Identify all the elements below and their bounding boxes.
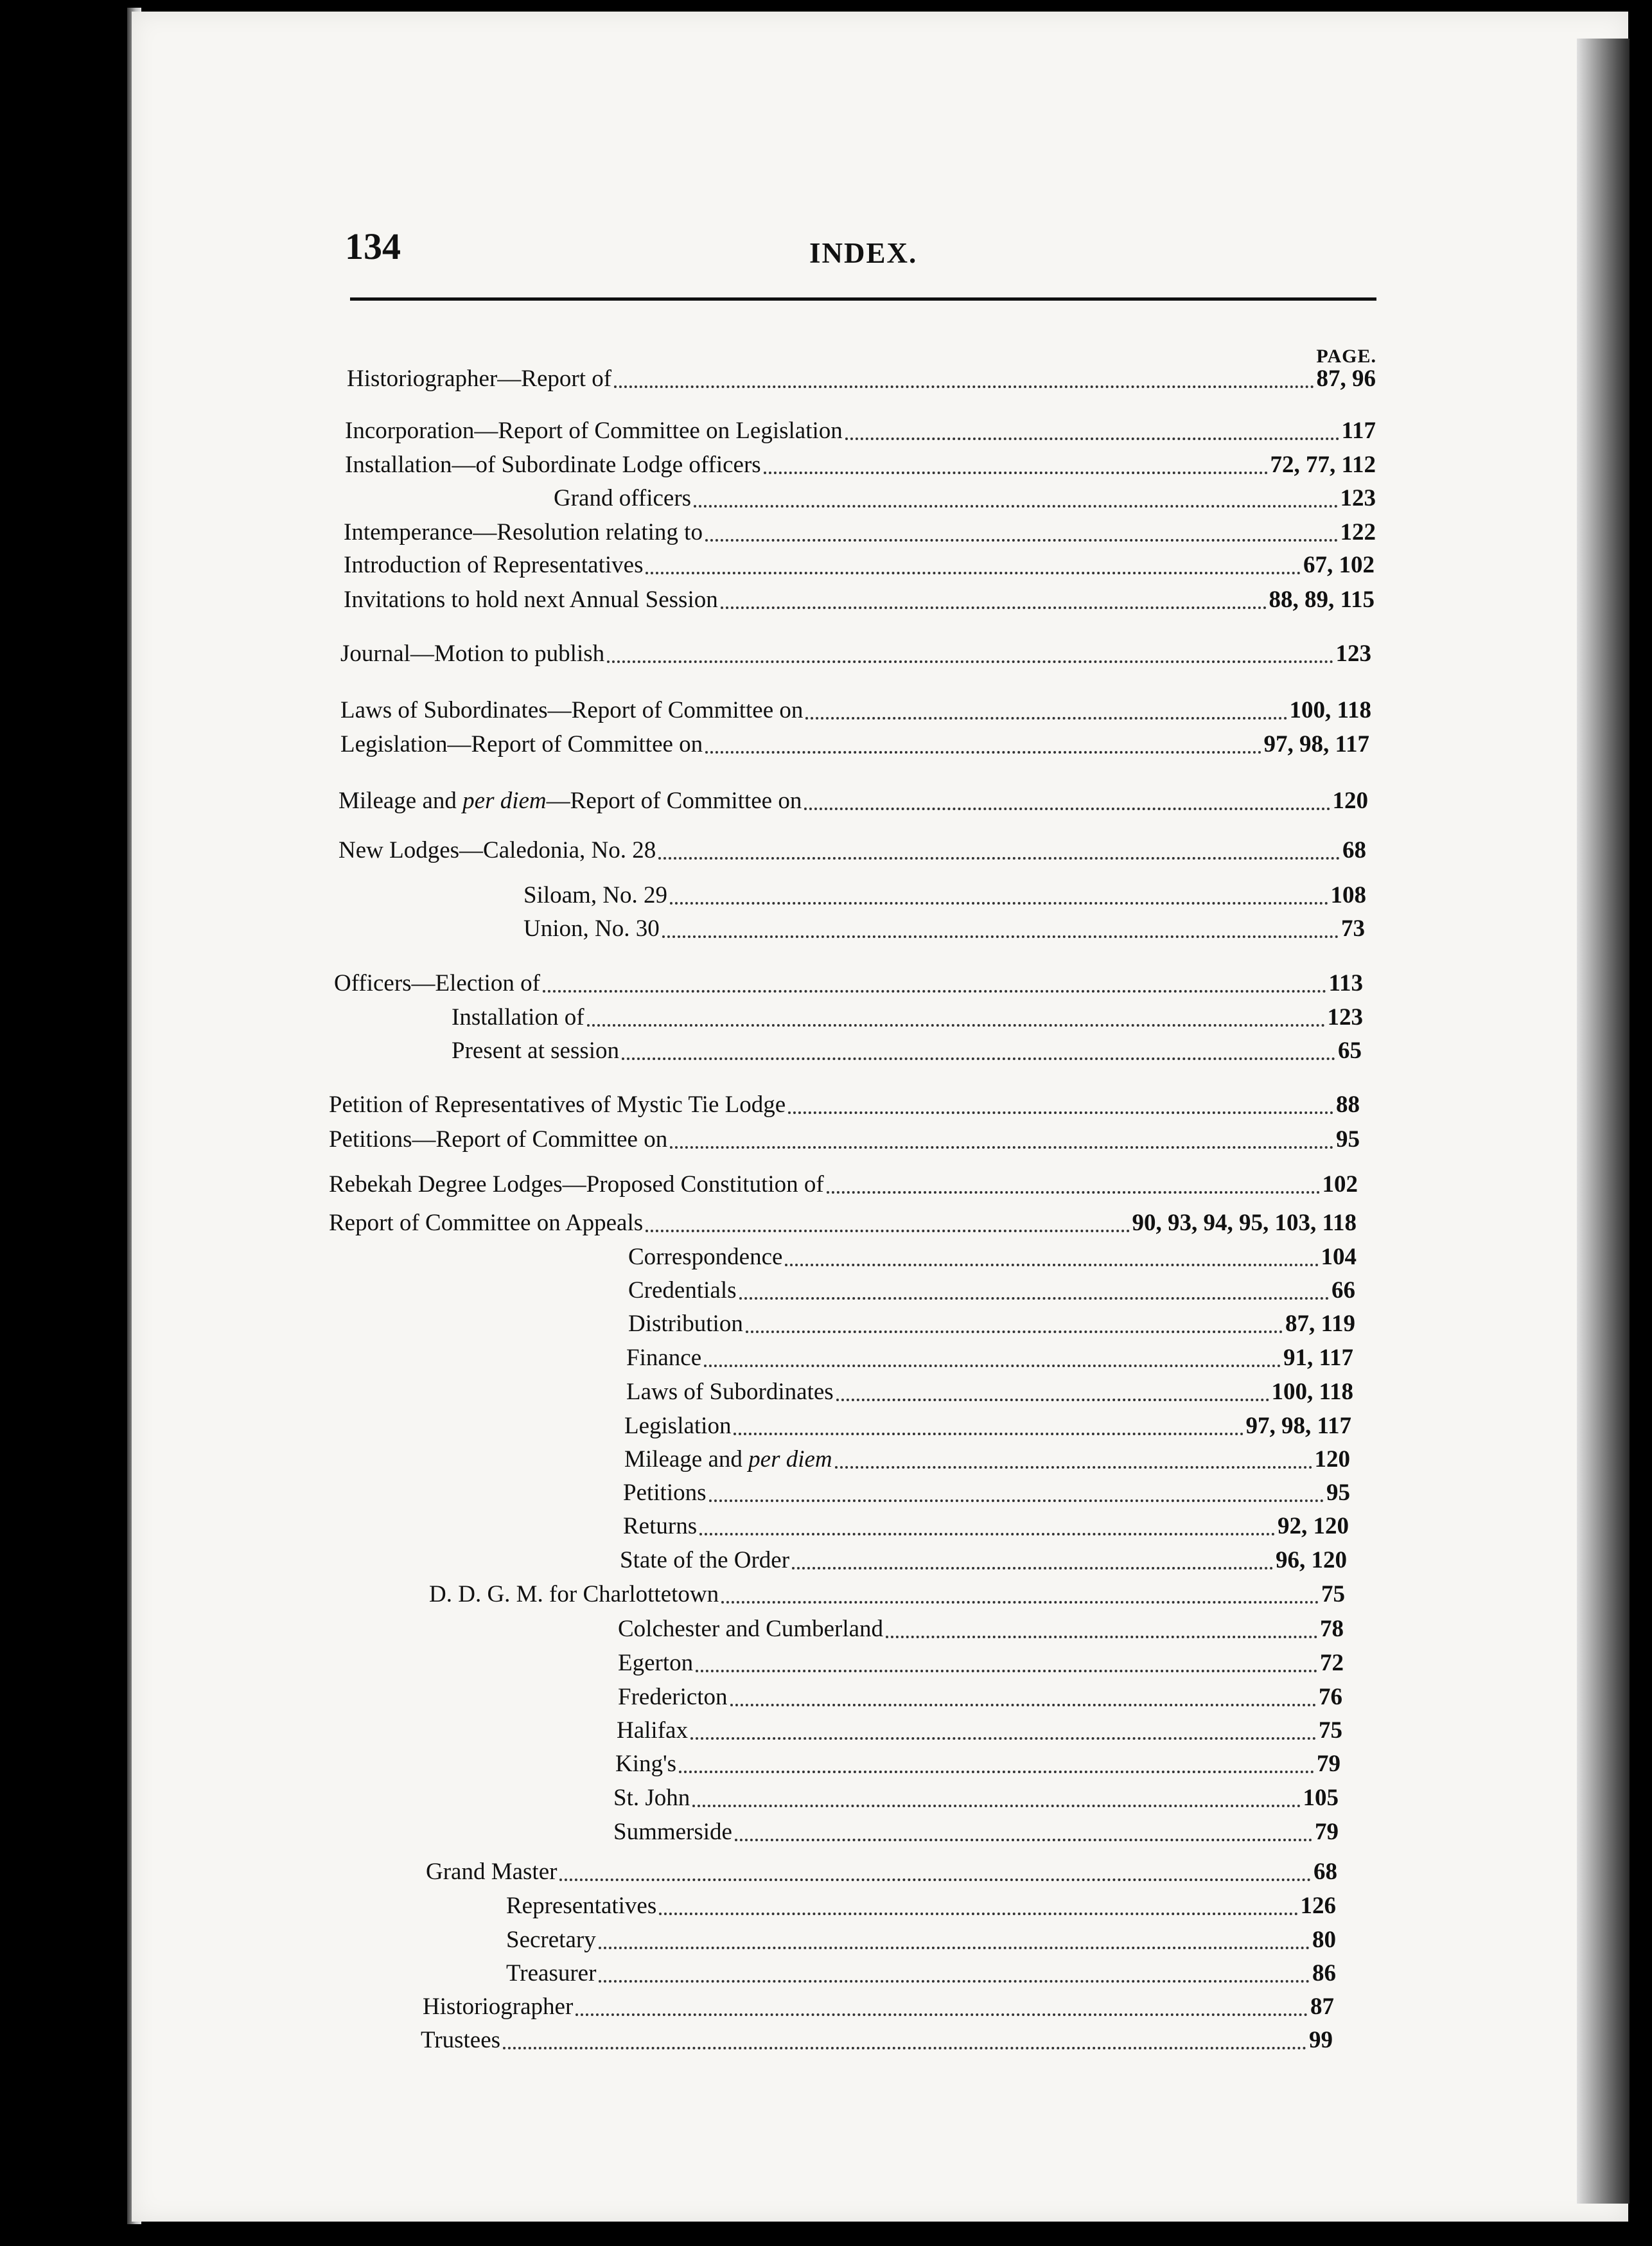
page-column-heading: PAGE. (1316, 346, 1376, 367)
entry-label: St. John (613, 1785, 690, 1811)
index-entry (626, 1377, 1353, 1408)
dot-leader (696, 1670, 1317, 1672)
entry-pages: 88 (1336, 1092, 1360, 1118)
entry-label: Officers—Election of (334, 970, 540, 996)
entry-label: Invitations to hold next Annual Session (344, 587, 718, 613)
dot-leader (670, 902, 1328, 905)
entry-pages: 66 (1331, 1277, 1355, 1304)
dot-leader (543, 990, 1326, 993)
entry-pages: 123 (1327, 1004, 1363, 1030)
entry-pages: 120 (1332, 788, 1368, 814)
entry-label: Secretary (506, 1927, 596, 1953)
entry-pages: 73 (1341, 915, 1365, 942)
dot-leader (587, 1024, 1325, 1027)
entry-pages: 72, 77, 112 (1270, 452, 1376, 478)
entry-pages: 75 (1319, 1717, 1342, 1744)
dot-leader (679, 1771, 1314, 1773)
dot-leader (607, 660, 1333, 663)
index-entry (340, 639, 1371, 669)
index-entry (344, 585, 1375, 615)
entry-label: Laws of Subordinates—Report of Committee on (340, 697, 804, 723)
dot-leader (614, 385, 1314, 388)
dot-leader (503, 2047, 1306, 2049)
index-entry (624, 1411, 1351, 1442)
entry-label: Rebekah Degree Lodges—Proposed Constitution of (329, 1171, 824, 1198)
index-entry (623, 1478, 1350, 1508)
entry-pages: 87, 96 (1316, 366, 1376, 392)
entry-label: Historiographer (423, 1994, 574, 2020)
entry-label: Finance (626, 1345, 702, 1371)
entry-pages: 99 (1309, 2027, 1333, 2053)
index-entry (523, 880, 1366, 911)
index-entry (329, 1124, 1360, 1155)
entry-label: Legislation—Report of Committee on (340, 731, 703, 757)
dot-leader (792, 1567, 1273, 1570)
entry-pages: 88, 89, 115 (1269, 587, 1375, 613)
dot-leader (646, 1230, 1129, 1232)
dot-leader (804, 808, 1330, 810)
entry-pages: 87 (1310, 1994, 1334, 2020)
entry-label: Grand Master (426, 1859, 558, 1885)
entry-label: Grand officers (554, 485, 692, 511)
entry-label: Report of Committee on Appeals (329, 1210, 644, 1236)
index-entry (344, 550, 1375, 581)
entry-label: Laws of Subordinates (626, 1379, 834, 1405)
entry-label: Mileage and per diem—Report of Committee on (338, 788, 802, 814)
entry-pages: 86 (1312, 1960, 1336, 1986)
entry-label: Mileage and per diem (624, 1446, 832, 1472)
entry-pages: 95 (1326, 1480, 1350, 1506)
dot-leader (705, 751, 1261, 754)
entry-pages: 117 (1341, 418, 1376, 444)
entry-label: Present at session (452, 1038, 620, 1064)
dot-leader (845, 438, 1339, 440)
entry-label: Incorporation—Report of Committee on Legislation (345, 418, 843, 444)
dot-leader (788, 1111, 1333, 1114)
index-entry (613, 1817, 1339, 1848)
index-entry (429, 1579, 1345, 1610)
entry-pages: 87, 119 (1285, 1311, 1355, 1337)
entry-label: Credentials (628, 1277, 737, 1304)
index-entry (334, 968, 1363, 999)
dot-leader (599, 1980, 1310, 1983)
index-entry (624, 1444, 1350, 1475)
entry-pages: 80 (1312, 1927, 1336, 1953)
index-entry (615, 1749, 1340, 1780)
entry-label: Treasurer (506, 1960, 597, 1986)
entry-label: Union, No. 30 (523, 915, 660, 942)
index-entry (329, 1090, 1360, 1120)
index-entry (423, 1992, 1334, 2022)
index-entry (340, 729, 1369, 760)
dot-leader (735, 1839, 1312, 1841)
entry-label: Petitions—Report of Committee on (329, 1126, 668, 1153)
index-entry (554, 483, 1376, 514)
index-entry (344, 517, 1376, 548)
entry-label: Colchester and Cumberland (618, 1616, 884, 1642)
dot-leader (658, 857, 1340, 860)
entry-pages: 76 (1319, 1684, 1342, 1710)
entry-pages: 126 (1300, 1893, 1336, 1919)
index-entry (345, 416, 1376, 447)
dot-leader (670, 1146, 1333, 1149)
dot-leader (739, 1297, 1329, 1300)
entry-label: Installation—of Subordinate Lodge officers (345, 452, 761, 478)
index-entry (338, 835, 1366, 866)
index-entry (506, 1958, 1336, 1989)
entry-label: Egerton (618, 1650, 694, 1676)
entry-label: King's (615, 1751, 677, 1777)
entry-pages: 122 (1340, 519, 1376, 545)
dot-leader (646, 572, 1301, 574)
entry-pages: 72 (1320, 1650, 1344, 1676)
dot-leader (690, 1737, 1316, 1740)
index-entry (347, 364, 1376, 394)
dot-leader (699, 1533, 1275, 1535)
entry-pages: 108 (1330, 882, 1366, 908)
dot-leader (622, 1057, 1335, 1060)
entry-pages: 123 (1335, 641, 1371, 667)
index-entry (618, 1648, 1344, 1679)
entry-label: D. D. G. M. for Charlottetown (429, 1581, 719, 1607)
entry-pages: 92, 120 (1278, 1513, 1349, 1539)
entry-pages: 67, 102 (1303, 552, 1375, 578)
entry-pages: 100, 118 (1289, 697, 1371, 723)
index-entry (628, 1242, 1357, 1273)
index-entry (506, 1891, 1336, 1922)
entry-label: Fredericton (618, 1684, 728, 1710)
entry-label: Historiographer—Report of (347, 366, 612, 392)
dot-leader (764, 472, 1268, 474)
entry-label: Trustees (421, 2027, 501, 2053)
entry-pages: 65 (1338, 1038, 1362, 1064)
entry-pages: 105 (1303, 1785, 1339, 1811)
index-entry (618, 1614, 1344, 1645)
dot-leader (805, 717, 1287, 720)
dot-leader (836, 1399, 1269, 1401)
entry-pages: 79 (1315, 1819, 1339, 1845)
entry-pages: 68 (1314, 1859, 1337, 1885)
dot-leader (705, 539, 1338, 542)
dot-leader (886, 1636, 1317, 1638)
page-title: INDEX. (809, 237, 918, 269)
dot-leader (659, 1913, 1297, 1915)
index-entry (613, 1783, 1339, 1814)
index-entry (620, 1545, 1347, 1576)
index-entry (340, 695, 1371, 726)
dot-leader (734, 1433, 1243, 1435)
dot-leader (559, 1879, 1311, 1881)
entry-label: Petitions (623, 1480, 707, 1506)
index-entry (617, 1715, 1342, 1746)
entry-pages: 78 (1320, 1616, 1344, 1642)
entry-pages: 97, 98, 117 (1263, 731, 1369, 757)
entry-label: Intemperance—Resolution relating to (344, 519, 703, 545)
entry-pages: 91, 117 (1283, 1345, 1353, 1371)
entry-pages: 90, 93, 94, 95, 103, 118 (1132, 1210, 1357, 1236)
entry-pages: 75 (1321, 1581, 1345, 1607)
index-entry (623, 1511, 1349, 1542)
dot-leader (709, 1499, 1324, 1502)
index-entry (618, 1682, 1342, 1713)
entry-label: State of the Order (620, 1547, 790, 1573)
dot-leader (694, 505, 1337, 508)
entry-pages: 100, 118 (1271, 1379, 1353, 1405)
entry-label: Representatives (506, 1893, 657, 1919)
index-entry (523, 914, 1365, 944)
dot-leader (746, 1331, 1283, 1333)
entry-label: Journal—Motion to publish (340, 641, 605, 667)
dot-leader (662, 935, 1339, 938)
entry-label: Distribution (628, 1311, 743, 1337)
dot-leader (785, 1264, 1318, 1266)
entry-label: Petition of Representatives of Mystic Tie Lodge (329, 1092, 786, 1118)
entry-label: Installation of (452, 1004, 584, 1030)
entry-pages: 96, 120 (1276, 1547, 1347, 1573)
index-entry (628, 1275, 1355, 1306)
entry-pages: 95 (1336, 1126, 1360, 1153)
dot-leader (721, 1601, 1319, 1604)
entry-label: Siloam, No. 29 (523, 882, 668, 908)
dot-leader (692, 1805, 1300, 1807)
entry-label: Halifax (617, 1717, 688, 1744)
dot-leader (599, 1947, 1310, 1949)
index-entry (452, 1002, 1363, 1033)
index-entry (626, 1343, 1353, 1374)
index-entry (329, 1169, 1358, 1200)
index-entry (329, 1208, 1357, 1239)
index-entry (628, 1309, 1355, 1340)
entry-pages: 123 (1340, 485, 1376, 511)
dot-leader (827, 1191, 1320, 1194)
dot-leader (704, 1365, 1281, 1367)
index-entry (345, 450, 1376, 481)
entry-pages: 68 (1342, 837, 1366, 863)
page-number: 134 (345, 225, 401, 267)
entry-label: Summerside (613, 1819, 732, 1845)
entry-label: New Lodges—Caledonia, No. 28 (338, 837, 656, 863)
entry-label: Introduction of Representatives (344, 552, 644, 578)
entry-pages: 102 (1322, 1171, 1358, 1198)
index-entry (426, 1857, 1337, 1888)
index-entry (452, 1036, 1362, 1066)
entry-label: Legislation (624, 1413, 732, 1439)
dot-leader (721, 606, 1267, 609)
index-entry (506, 1925, 1336, 1956)
entry-pages: 97, 98, 117 (1245, 1413, 1351, 1439)
entry-pages: 79 (1317, 1751, 1340, 1777)
entry-pages: 120 (1314, 1446, 1350, 1472)
dot-leader (835, 1466, 1312, 1469)
index-entry (338, 786, 1368, 817)
entry-label: Returns (623, 1513, 698, 1539)
entry-pages: 104 (1321, 1244, 1357, 1270)
dot-leader (576, 2013, 1308, 2016)
entry-pages: 113 (1328, 970, 1363, 996)
entry-label: Correspondence (628, 1244, 783, 1270)
index-entry (421, 2025, 1333, 2056)
dot-leader (730, 1704, 1316, 1706)
